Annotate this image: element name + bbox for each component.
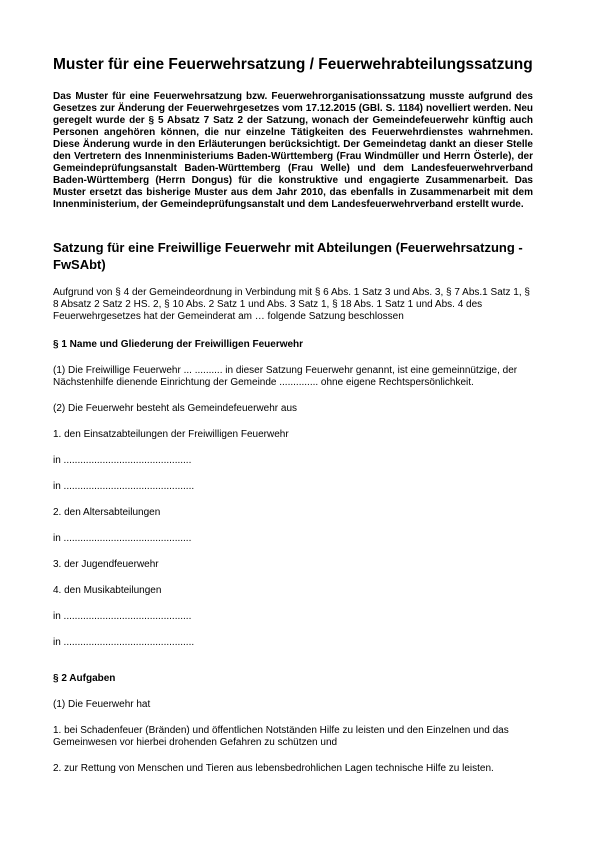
section-1-paragraph-1: (1) Die Freiwillige Feuerwehr ... .......... in dieser Satzung Feuerwehr genannt, ist eine gemeinnützige, der Nächstenhilfe dienende Einrichtung der Gemeinde .............. ohne eigene Rechtspersönlichkeit. [53, 365, 518, 388]
blank-line: in .............................................. [53, 611, 192, 622]
blank-line: in .............................................. [53, 533, 192, 544]
section-2-paragraph-1: (1) Die Feuerwehr hat [53, 699, 151, 710]
section-2-item-1: 1. bei Schadenfeuer (Bränden) und öffentlichen Notständen Hilfe zu leisten und den Einzelnen und das Gemeinwesen vor hierbei drohenden Gefahren zu schützen und [53, 725, 509, 748]
section-1-paragraph-2: (2) Die Feuerwehr besteht als Gemeindefeuerwehr aus [53, 403, 298, 414]
section-1-heading: § 1 Name und Gliederung der Freiwilligen Feuerwehr [53, 339, 304, 350]
preamble-paragraph: Aufgrund von § 4 der Gemeindeordnung in Verbindung mit § 6 Abs. 1 Satz 3 und Abs. 3, § 7 Abs.1 Satz 1, § 8 Absatz 2 Satz 2 HS. 2, § 10 Abs. 2 Satz 1 und Abs. 3 Satz 1, § 18 Abs. 1 Satz 1 und Abs. 4 des Feuerwehrgesetzes hat der Gemeinderat am … folgende Satzung beschlossen [53, 287, 530, 322]
intro-paragraph: Das Muster für eine Feuerwehrsatzung bzw. Feuerwehrorganisationssatzung musste aufgrund des Gesetzes zur Änderung der Feuerwehrgesetzes vom 17.12.2015 (GBl. S. 1184) novelliert werden. Neu geregelt wurde der § 5 Absatz 7 Satz 2 der Satzung, wonach der Gemeindefeuerwehr künftig auch Personen angehören können, die nur einzelne Tätigkeiten des Feuerwehrdienstes wahrnehmen. Diese Änderung wurde in den Erläuterungen berücksichtigt. Der Gemeindetag dankt an dieser Stelle den Vertretern des Innenministeriums Baden-Württemberg (Frau Windmüller und Herrn Österle), der Gemeindeprüfungsanstalt Baden-Württemberg (Frau Welle) und dem Landesfeuerwehrverband Baden-Württemberg (Herrn Dongus) für die konstruktive und engagierte Zusammenarbeit. Das Muster ersetzt das bisherige Muster aus dem Jahr 2010, das ebenfalls in Zusammenarbeit mit dem Innenministerium, der Gemeindeprüfungsanstalt und dem Landesfeuerwehrverband erstellt wurde. [53, 91, 533, 210]
list-item-einsatzabteilungen: 1. den Einsatzabteilungen der Freiwilligen Feuerwehr [53, 429, 289, 440]
section-2-heading: § 2 Aufgaben [53, 673, 116, 684]
list-item-jugendfeuerwehr: 3. der Jugendfeuerwehr [53, 559, 159, 570]
statute-title: Satzung für eine Freiwillige Feuerwehr mit Abteilungen (Feuerwehrsatzung - FwSAbt) [53, 240, 523, 272]
document-title: Muster für eine Feuerwehrsatzung / Feuerwehrabteilungssatzung [53, 56, 533, 73]
section-2-item-2: 2. zur Rettung von Menschen und Tieren aus lebensbedrohlichen Lagen technische Hilfe zu leisten. [53, 763, 494, 774]
blank-line: in .............................................. [53, 455, 192, 466]
document-page [53, 55, 533, 775]
list-item-musikabteilungen: 4. den Musikabteilungen [53, 585, 162, 596]
blank-line: in ............................................... [53, 481, 195, 492]
list-item-altersabteilungen: 2. den Altersabteilungen [53, 507, 161, 518]
blank-line: in ............................................... [53, 637, 195, 648]
